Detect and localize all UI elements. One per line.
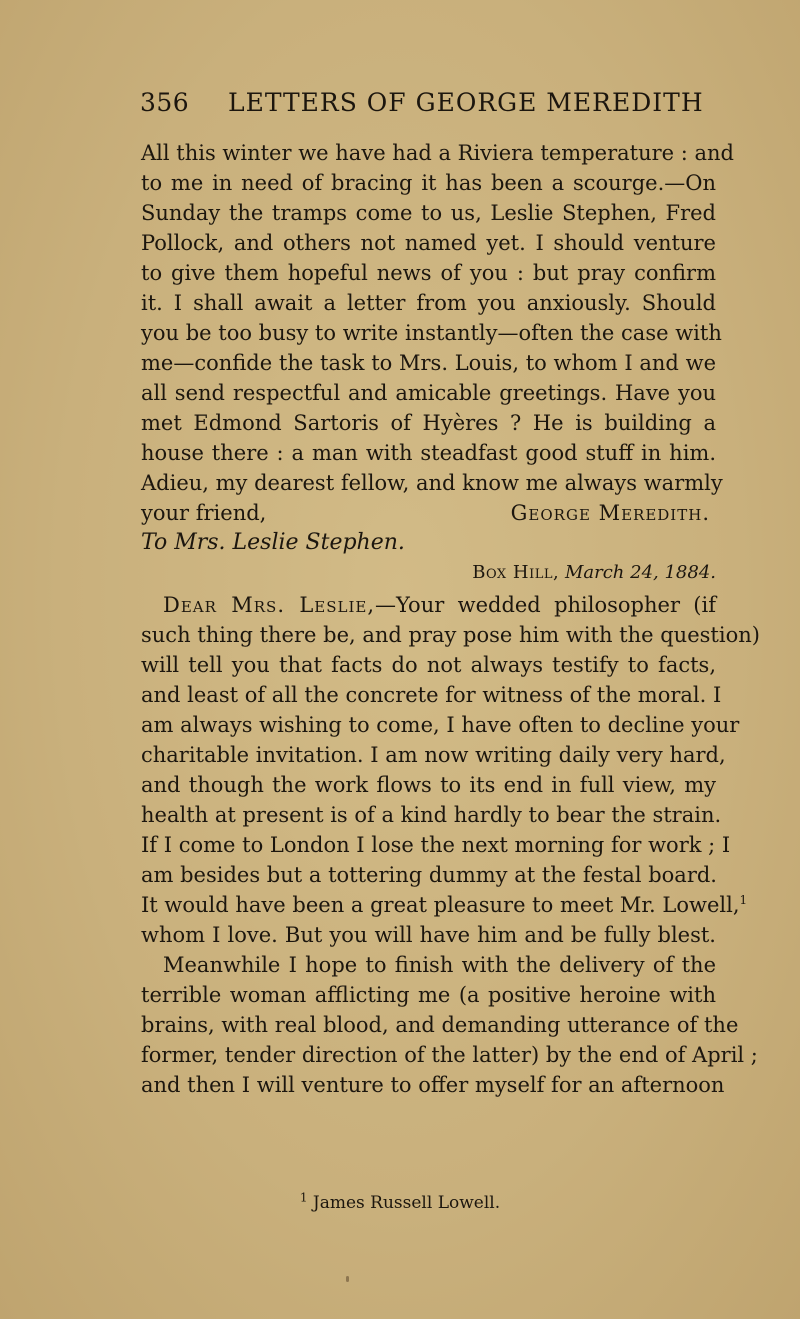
text-line: charitable invitation. I am now writing daily very hard, (141, 743, 726, 767)
text-fragment: It would have been a great pleasure to meet Mr. Lowell, (141, 893, 740, 917)
text-line: whom I love. But you will have him and be fully blest. (141, 923, 716, 947)
page-number: 356 (140, 88, 190, 117)
closing-line (141, 498, 716, 528)
text-line: and though the work flows to its end in full view, my (141, 773, 716, 797)
salutation-line (141, 590, 716, 620)
text-line: am always wishing to come, I have often to decline your (141, 713, 740, 737)
text-line: house there : a man with steadfast good stuff in him. (141, 441, 716, 465)
text-line: Adieu, my dearest fellow, and know me always warmly (141, 471, 723, 495)
text-line: will tell you that facts do not always testify to facts, (141, 653, 716, 677)
text-line: such thing there be, and pray pose him with the question) (141, 623, 760, 647)
text-line: to me in need of bracing it has been a scourge.—On (141, 171, 716, 195)
text-line: former, tender direction of the latter) by the end of April ; (141, 1043, 758, 1067)
signature: George Meredith. (510, 501, 710, 525)
text-line: Sunday the tramps come to us, Leslie Stephen, Fred (141, 201, 716, 225)
text-line: All this winter we have had a Riviera temperature : and (141, 141, 734, 165)
letter-recipient-heading: To Mrs. Leslie Stephen. (141, 530, 405, 555)
letter-to-louis-body (141, 138, 734, 528)
text-line: If I come to London I lose the next morning for work ; I (141, 833, 731, 857)
footnote-text: James Russell Lowell. (312, 1193, 501, 1213)
dateline-date: March 24, 1884. (564, 562, 716, 583)
text-line: you be too busy to write instantly—often the case with (141, 321, 722, 345)
text-line: terrible woman afflicting me (a positive heroine with (141, 983, 716, 1007)
salutation: Dear Mrs. Leslie, (163, 593, 376, 617)
text-line: Meanwhile I hope to finish with the delivery of the (163, 953, 716, 977)
text-line: it. I shall await a letter from you anxiously. Should (141, 291, 716, 315)
text-line: brains, with real blood, and demanding utterance of the (141, 1013, 739, 1037)
text-line-lowell (141, 890, 748, 920)
text-line: me—confide the task to Mrs. Louis, to whom I and we (141, 351, 716, 375)
dateline-place: Box Hill, (472, 562, 560, 583)
dateline (472, 558, 716, 588)
text-line: and least of all the concrete for witness of the moral. I (141, 683, 722, 707)
text-line: Pollock, and others not named yet. I should venture (141, 231, 716, 255)
page-header (140, 88, 704, 128)
paper-speck (346, 1276, 349, 1282)
footnote-marker: 1 (299, 1190, 308, 1205)
text-line: all send respectful and amicable greetings. Have you (141, 381, 716, 405)
text-line: am besides but a tottering dummy at the festal board. (141, 863, 717, 887)
text-line: to give them hopeful news of you : but pray confirm (141, 261, 716, 285)
text-line: and then I will venture to offer myself for an afternoon (141, 1073, 725, 1097)
closing: your friend, (141, 501, 267, 525)
text-line: health at present is of a kind hardly to bear the strain. (141, 803, 722, 827)
running-title: LETTERS OF GEORGE MEREDITH (228, 88, 704, 117)
text-fragment: —Your wedded philosopher (if (375, 593, 716, 617)
footnote (0, 1190, 800, 1216)
text-line: met Edmond Sartoris of Hyères ? He is building a (141, 411, 716, 435)
footnote-reference: 1 (739, 893, 748, 907)
letter-to-stephen-body (141, 590, 760, 1100)
